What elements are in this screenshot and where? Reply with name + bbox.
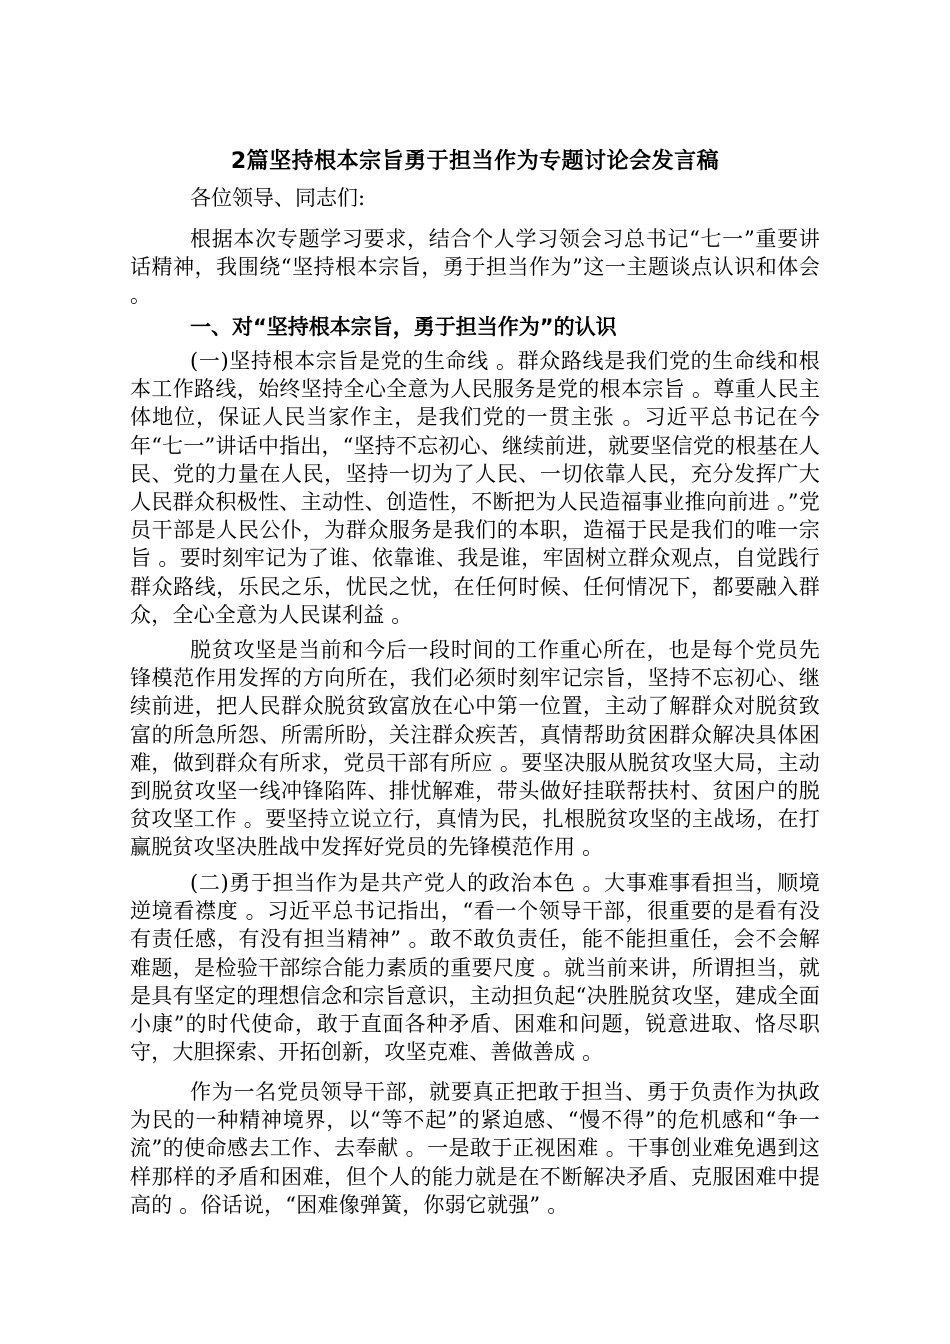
intro-paragraph: 根据本次专题学习要求，结合个人学习领会习总书记“七一”重要讲话精神，我围绕“坚持根本宗旨，勇于担当作为”这一主题谈点认识和体会 。 bbox=[130, 227, 820, 308]
document-title: 2篇坚持根本宗旨勇于担当作为专题讨论会发言稿 bbox=[230, 149, 720, 174]
body-paragraph-2: 脱贫攻坚是当前和今后一段时间的工作重心所在，也是每个党员先锋模范作用发挥的方向所在，我们必须时刻牢记宗旨，坚持不忘初心、继续前进，把人民群众脱贫致富放在心中第一位置，主动了解群众对脱贫致富的所急所怨、所需所盼，关注群众疾苦，真情帮助贫困群众解决具体困难，做到群众有所求，党员干部有所应 。要坚决服从脱贫攻坚大局，主动到脱贫攻坚一线冲锋陷阵、排忧解难，带头做好挂联帮扶村、贫困户的脱贫攻坚工作 。要坚持立说立行，真情为民，扎根脱贫攻坚的主战场，在打赢脱贫攻坚决胜战中发挥好党员的先锋模范作用 。 bbox=[130, 638, 820, 860]
body-paragraph-4: 作为一名党员领导干部，就要真正把敢于担当、勇于负责作为执政为民的一种精神境界，以“等不起”的紧迫感、“慢不得”的危机感和“争一流”的使命感去工作、去奉献 。一是敢于正视困难 。干事创业难免遇到这样那样的矛盾和困难，但个人的能力就是在不断解决矛盾、克服困难中提高的 。俗话说，“困难像弹簧，你弱它就强” 。 bbox=[130, 1080, 820, 1217]
body-paragraph-3: (二)勇于担当作为是共产党人的政治本色 。大事难事看担当，顺境逆境看襟度 。习近平总书记指出，“看一个领导干部，很重要的是看有没有责任感，有没有担当精神” 。敢不敢负责任，能不能担重任，会不会解难题，是检验干部综合能力素质的重要尺度 。就当前来讲，所谓担当，就是具有坚定的理想信念和宗旨意识，主动担负起“决胜脱贫攻坚，建成全面小康”的时代使命，敢于直面各种矛盾、困难和问题，锐意进取、恪尽职守，大胆探索、开拓创新，攻坚克难、善做善成 。 bbox=[130, 871, 820, 1065]
section-heading: 一、对“坚持根本宗旨，勇于担当作为”的认识 bbox=[190, 315, 617, 339]
body-paragraph-1: (一)坚持根本宗旨是党的生命线 。群众路线是我们党的生命线和根本工作路线，始终坚持全心全意为人民服务是党的根本宗旨 。尊重人民主体地位，保证人民当家作主，是我们党的一贯主张 。习近平总书记在今年“七一”讲话中指出，“坚持不忘初心、继续前进，就要坚信党的根基在人民、党的力量在人民，坚持一切为了人民、一切依靠人民，充分发挥广大人民群众积极性、主动性、创造性，不断把为人民造福事业推向前进 。”党员干部是人民公仆，为群众服务是我们的本职，造福于民是我们的唯一宗旨 。要时刻牢记为了谁、依靠谁、我是谁，牢固树立群众观点，自觉践行群众路线，乐民之乐，忧民之忧，在任何时候、任何情况下，都要融入群众，全心全意为人民谋利益 。 bbox=[130, 349, 821, 627]
salutation: 各位领导、同志们: bbox=[190, 186, 366, 210]
